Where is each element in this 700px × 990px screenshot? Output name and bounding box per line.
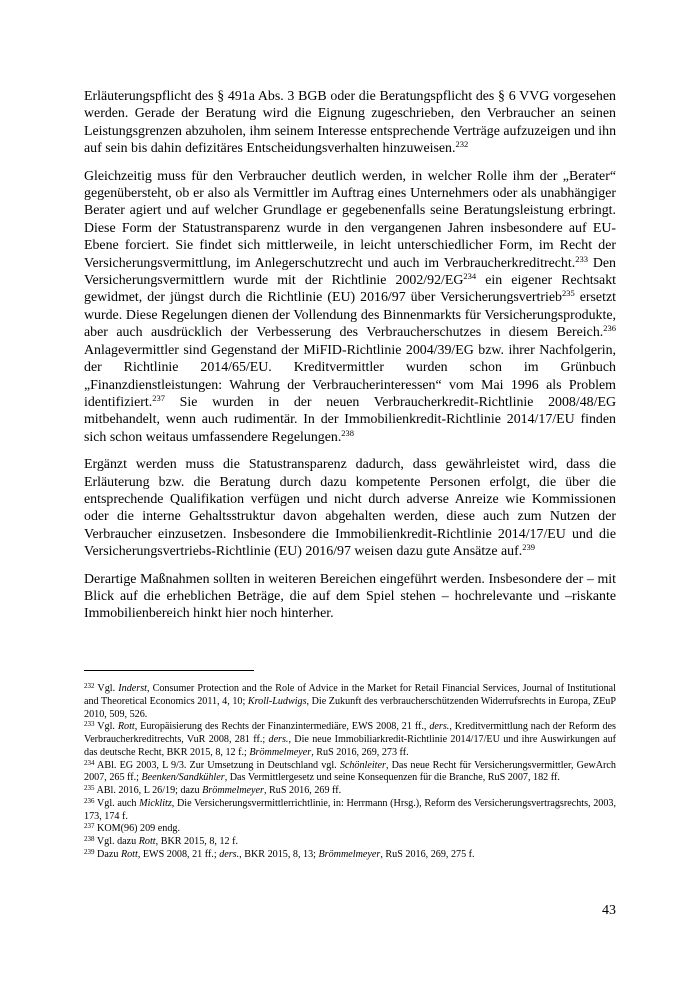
footnote-author: Beenken/Sandkühler [141, 772, 225, 784]
footnote-text: , Die neue Immobiliarkredit-Richtlinie 2014/17/EU und ihre Auswirkungen auf das deutsche Recht, BKR 2015, 8, 12 f.; [84, 734, 617, 758]
footnote-number: 235 [84, 784, 95, 792]
footnote-number: 237 [84, 822, 95, 831]
footnote-ref: 238 [341, 427, 355, 438]
footnote-number: 236 [84, 796, 95, 805]
footnote-author: Rott [138, 836, 156, 847]
footnote-number: 232 [84, 682, 95, 690]
paragraph-text: ein eigener Rechtsakt gewidmet, der jüngst durch die Richtlinie (EU) 2016/97 über Versicherungsvertrieb [84, 273, 616, 306]
footnote-text: , BKR 2015, 8, 13; [239, 848, 319, 860]
footnote-text: , Die Zukunft des verbraucherschützenden Widerrufsrechts in Europa, ZEuP 2010, 509, 526. [84, 695, 616, 720]
footnote-author: ders. [429, 721, 450, 733]
footnote-text: KOM(96) 209 endg. [94, 823, 180, 835]
paragraph [84, 168, 616, 447]
footnote-author: ders. [268, 734, 289, 745]
footnote-text: , Kreditvermittlung nach der Reform des Verbraucherkreditrechts, VuR 2008, 281 ff.; [84, 721, 616, 745]
footnote-ref: 239 [522, 542, 535, 553]
footnote-separator [84, 670, 254, 671]
footnote-author: Rott [117, 721, 135, 733]
paragraph-text: ersetzt wurde. Diese Regelungen dienen der Vollendung des Binnenmarkts für Versicherungsprodukte, aber auch ausdrücklich der Verbesserung des Verbraucherschutzes in diesem Bereich. [84, 290, 616, 341]
footnote-author: Micklitz [139, 797, 172, 809]
footnotes [84, 683, 616, 862]
footnote [84, 760, 616, 786]
footnote-text: Vgl. auch [94, 797, 140, 809]
body-text [84, 88, 616, 633]
paragraph [84, 456, 616, 560]
footnote-text: Dazu [94, 848, 121, 860]
footnote-ref: 235 [561, 288, 575, 299]
footnote-text: , RuS 2016, 269, 275 f. [380, 848, 475, 860]
footnote-text: ABl. EG 2003, L 9/3. Zur Umsetzung in Deutschland vgl. [94, 759, 340, 771]
footnote-text: , Das neue Recht für Versicherungsvermittler, GewArch 2007, 265 ff.; [84, 759, 616, 784]
footnote-author: Brömmelmeyer [202, 785, 264, 796]
footnote-text: , RuS 2016, 269, 273 ff. [311, 746, 409, 758]
footnote [84, 798, 616, 824]
paragraph-text: Ergänzt werden muss die Statustransparenz dadurch, dass gewährleistet wird, dass die Erläuterung bzw. die Beratung durch dazu kompetente Personen erfolgt, die über die entsprechende Qualifikation verfügen und nicht durch adverse Anreize wie Kommissionen oder die interne Gehaltsstruktur davon abgehalten werden, diese auch zum Nutzen der Verbraucher einzusetzen. Insbesondere die Immobilienkredit-Richtlinie 2014/17/EU und die Versicherungsvertriebs-Richtlinie (EU) 2016/97 weisen dazu gute Ansätze auf. [84, 457, 616, 560]
footnote [84, 683, 616, 721]
footnote-text: Vgl. [94, 683, 119, 694]
footnote-text: , Europäisierung des Rechts der Finanzintermediäre, EWS 2008, 21 ff., [134, 721, 430, 733]
footnote-ref: 236 [603, 323, 616, 334]
footnote-ref: 232 [455, 139, 469, 150]
paragraph-text: Erläuterungspflicht des § 491a Abs. 3 BGB oder die Beratungspflicht des § 6 VVG vorgesehen werden. Gerade der Beratung wird die Eignung zugeschrieben, den Verbraucher an seinen Leistungsgrenzen abzuholen, ihm seinem Interesse entsprechende Verträge aufzuzeigen und ihn auf sein bis dahin defizitäres Entscheidungsverhalten hinzuweisen. [84, 89, 617, 157]
footnote-text: Vgl. [94, 721, 118, 733]
footnote [84, 836, 616, 849]
footnote [84, 785, 616, 798]
paragraph-text: Derartige Maßnahmen sollten in weiteren Bereichen eingeführt werden. Insbesondere der – mit Blick auf die erheblichen Beträge, die auf dem Spiel stehen – hochrelevante und –riskante Immobilienbereich hinkt hier noch hinterher. [84, 571, 616, 622]
footnote-text: , BKR 2015, 8, 12 f. [155, 836, 239, 847]
footnote-text: , Die Versicherungsvermittlerrichtlinie, in: Herrmann (Hrsg.), Reform des Versicherungsvertragsrechts, 2003, 173, 174 f. [84, 797, 617, 822]
footnote-ref: 237 [152, 392, 166, 403]
footnote-number: 233 [84, 720, 95, 729]
footnote-number: 234 [84, 758, 95, 767]
footnote-text: , Das Vermittlergesetz und seine Konsequenzen für die Branche, RuS 2007, 182 ff. [224, 772, 560, 784]
footnote-number: 238 [84, 835, 95, 843]
footnote-ref: 233 [575, 253, 588, 264]
footnote-text: , Consumer Protection and the Role of Advice in the Market for Retail Financial Services, Journal of Institutional and Theoretical Economics 2011, 4, 10; [84, 683, 616, 707]
footnote-text: ABl. 2016, L 26/19; dazu [94, 785, 203, 796]
footnote-text: Vgl. dazu [94, 836, 139, 847]
footnote [84, 823, 616, 836]
footnote-author: Inderst [118, 683, 147, 694]
paragraph [84, 571, 616, 623]
footnote-author: Kroll-Ludwigs [247, 695, 307, 707]
footnote-author: Rott [120, 848, 138, 860]
footnote [84, 721, 616, 759]
footnote-number: 239 [84, 847, 95, 856]
footnote-text: , RuS 2016, 269 ff. [263, 785, 342, 796]
paragraph-text: Sie wurden in der neuen Verbraucherkredit-Richtlinie 2008/48/EG mitbehandelt, wenn auch rudimentär. In der Immobilienkredit-Richtlinie 2014/17/EU finden sich schon weitaus umfassendere Regelungen. [84, 394, 616, 445]
page-number: 43 [602, 903, 616, 918]
footnote-author: Brömmelmeyer [249, 746, 312, 758]
footnote-author: Brömmelmeyer [318, 848, 381, 860]
paragraph-text: Gleichzeitig muss für den Verbraucher deutlich werden, in welcher Rolle ihm der „Berater“ gegenübersteht, ob er also als Vermittler im Auftrag eines Unternehmers oder als unabhängiger Berater agiert und auf welcher Grundlage er gegebenenfalls seine Beratungsleistung erbringt. Diese Form der Statustransparenz wurde in den vergangenen Jahren insbesondere auf EU-Ebene forciert. Sie findet sich mittlerweile, in leicht unterschiedlicher Form, im Recht der Versicherungsvermittlung, im Anlegerschutzrecht und auch im Verbraucherkreditrecht. [84, 168, 616, 271]
paragraph [84, 88, 616, 158]
paragraph-text: Den Versicherungsvermittlern wurde mit der Richtlinie 2002/92/EG [84, 255, 616, 289]
footnote-ref: 234 [463, 271, 477, 282]
paragraph-text: Anlagevermittler sind Gegenstand der MiFID-Richtlinie 2004/39/EG bzw. ihrer Nachfolgerin, der Richtlinie 2014/65/EU. Kreditvermittler wurden schon im Grünbuch „Finanzdienstleistungen: Wahrung der Verbraucherinteressen“ vom Mai 1996 als Problem identifiziert. [84, 342, 616, 410]
footnote-author: Schönleiter [339, 759, 386, 771]
footnote [84, 849, 616, 862]
footnote-text: , EWS 2008, 21 ff.; [137, 848, 220, 860]
footnote-author: ders. [219, 848, 240, 860]
